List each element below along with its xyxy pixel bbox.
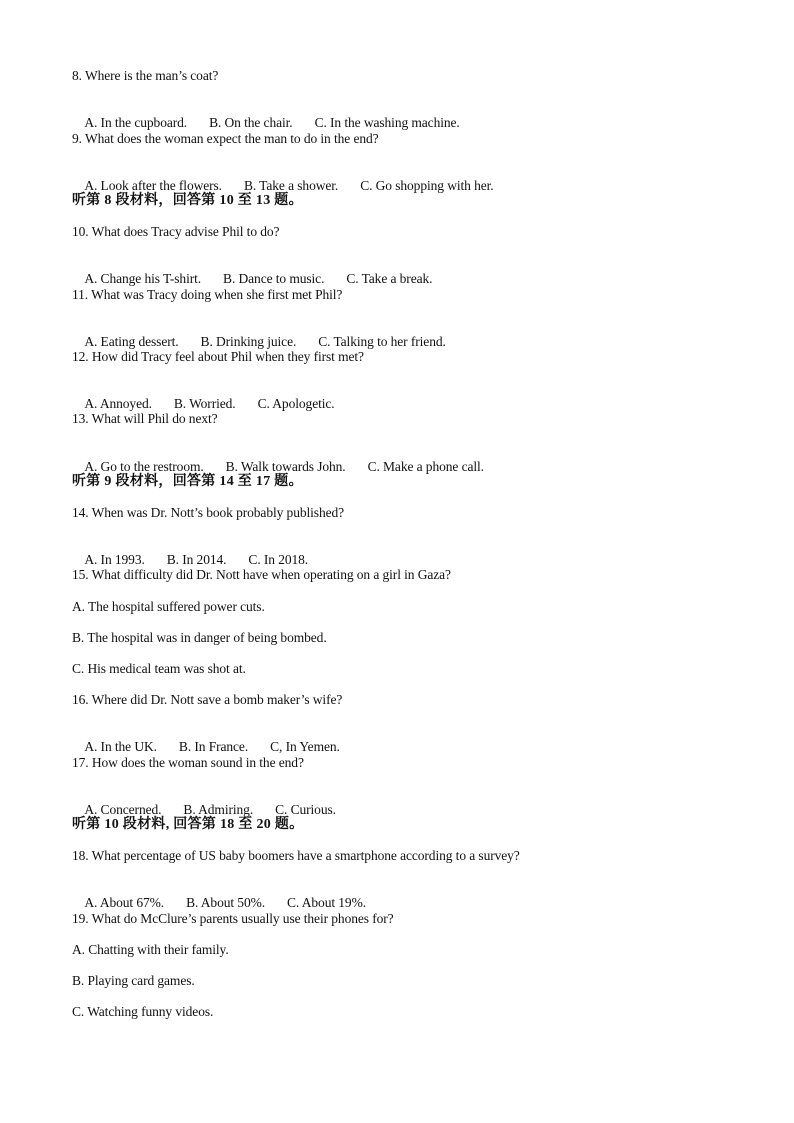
question-9-stem: 9. What does the woman expect the man to do in the end? bbox=[72, 131, 379, 146]
question-16-option-a: A. In the UK. bbox=[84, 739, 157, 754]
question-15-option-c: C. His medical team was shot at. bbox=[72, 661, 246, 676]
section-8-heading: 听第 8 段材料，回答第 10 至 13 题。 bbox=[72, 193, 303, 208]
question-15-option-a: A. The hospital suffered power cuts. bbox=[72, 599, 265, 614]
question-16-option-c: C, In Yemen. bbox=[270, 739, 340, 754]
question-17-option-b: B. Admiring. bbox=[183, 802, 254, 817]
question-13-option-c: C. Make a phone call. bbox=[367, 459, 484, 474]
question-11-stem: 11. What was Tracy doing when she first met Phil? bbox=[72, 287, 343, 302]
question-12-stem: 12. How did Tracy feel about Phil when they first met? bbox=[72, 349, 364, 364]
question-16-stem: 16. Where did Dr. Nott save a bomb maker’s wife? bbox=[72, 692, 343, 707]
question-9-option-b: B. Take a shower. bbox=[243, 178, 339, 193]
section-9-heading: 听第 9 段材料，回答第 14 至 17 题。 bbox=[72, 474, 303, 489]
question-11-option-a: A. Eating dessert. bbox=[84, 334, 179, 349]
question-10-option-c: C. Take a break. bbox=[346, 271, 433, 286]
question-9-option-a: A. Look after the flowers. bbox=[84, 178, 222, 193]
question-12-option-c: C. Apologetic. bbox=[257, 396, 335, 411]
question-17-stem: 17. How does the woman sound in the end? bbox=[72, 755, 304, 770]
question-14-option-b: B. In 2014. bbox=[166, 552, 227, 567]
question-18-option-b: B. About 50%. bbox=[186, 895, 266, 910]
question-19-option-c: C. Watching funny videos. bbox=[72, 1004, 214, 1019]
question-13-option-b: B. Walk towards John. bbox=[225, 459, 346, 474]
question-18-stem: 18. What percentage of US baby boomers have a smartphone according to a survey? bbox=[72, 848, 520, 863]
question-8-option-b: B. On the chair. bbox=[209, 115, 293, 130]
question-9-option-c: C. Go shopping with her. bbox=[360, 178, 494, 193]
question-8-option-a: A. In the cupboard. bbox=[84, 115, 188, 130]
question-11-option-b: B. Drinking juice. bbox=[200, 334, 297, 349]
question-18-option-c: C. About 19%. bbox=[287, 895, 366, 910]
question-10-option-a: A. Change his T-shirt. bbox=[84, 271, 202, 286]
question-17-option-a: A. Concerned. bbox=[84, 802, 162, 817]
question-13-option-a: A. Go to the restroom. bbox=[84, 459, 204, 474]
question-14-stem: 14. When was Dr. Nott’s book probably published? bbox=[72, 505, 345, 520]
question-15-option-b: B. The hospital was in danger of being bombed. bbox=[72, 630, 327, 645]
question-19-option-a: A. Chatting with their family. bbox=[72, 942, 229, 957]
question-10-stem: 10. What does Tracy advise Phil to do? bbox=[72, 224, 280, 239]
question-11-option-c: C. Talking to her friend. bbox=[318, 334, 446, 349]
question-15-stem: 15. What difficulty did Dr. Nott have when operating on a girl in Gaza? bbox=[72, 567, 451, 582]
question-12-option-a: A. Annoyed. bbox=[84, 396, 152, 411]
question-19-option-b: B. Playing card games. bbox=[72, 973, 195, 988]
section-10-heading: 听第 10 段材料, 回答第 18 至 20 题。 bbox=[72, 817, 304, 832]
question-14-option-c: C. In 2018. bbox=[248, 552, 309, 567]
question-8-option-c: C. In the washing machine. bbox=[314, 115, 460, 130]
question-19-stem: 19. What do McClure’s parents usually use their phones for? bbox=[72, 911, 394, 926]
question-16-option-b: B. In France. bbox=[178, 739, 249, 754]
question-8-stem: 8. Where is the man’s coat? bbox=[72, 68, 219, 83]
question-10-option-b: B. Dance to music. bbox=[223, 271, 325, 286]
question-14-option-a: A. In 1993. bbox=[84, 552, 145, 567]
question-17-option-c: C. Curious. bbox=[275, 802, 336, 817]
question-18-option-a: A. About 67%. bbox=[84, 895, 165, 910]
question-12-option-b: B. Worried. bbox=[173, 396, 236, 411]
question-13-stem: 13. What will Phil do next? bbox=[72, 411, 218, 426]
